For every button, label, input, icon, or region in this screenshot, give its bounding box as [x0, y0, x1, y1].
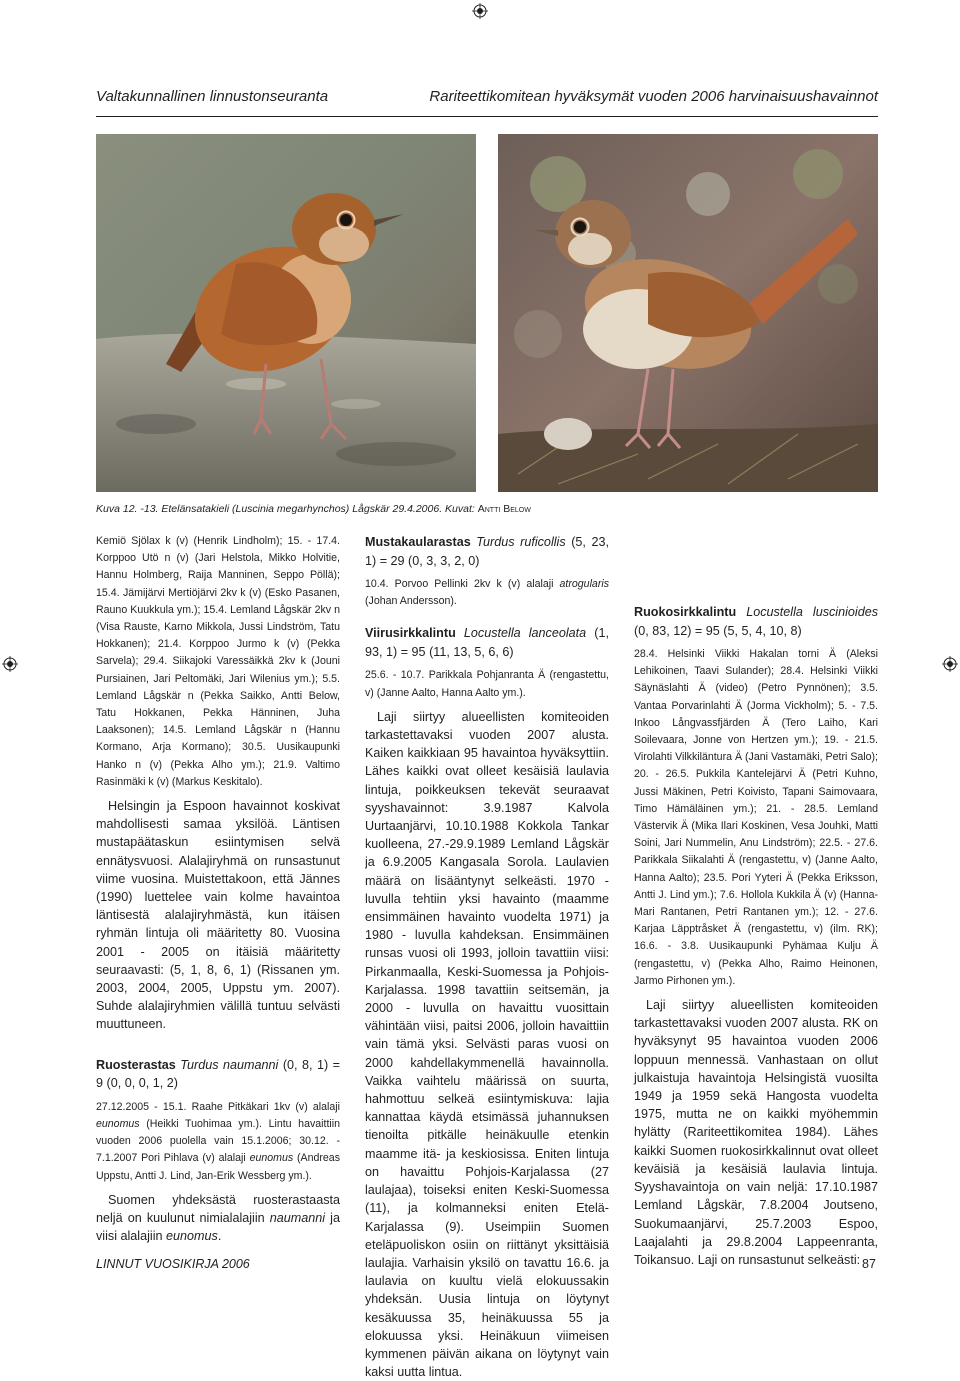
running-head — [96, 88, 878, 110]
observation-list: Kemiö Sjölax k (v) (Henrik Lindholm); 15. - 17.4. Korppoo Utö n (v) (Jari Helstola, Mikko Holvitie, Hannu Holmberg, Raija Manninen, Seppo Pöllä); 15.4. Jämijärvi Mertiöjärvi 2kv k (v) (Esko Pasanen, Rauno Kuukkula ym.); 15.4. Lemland Lågskär 2kv n (Visa Rauste, Karno Mikkola, Jussi Lindström, Tatu Hokkanen); 21.4. Korppoo Jurmo k (v) (Pekka Sarvela); 29.4. Siikajoki Varessäikkä 2kv k (Jouni Pursiainen, Jari Peltomäki, Jari Wilenius ym.); 5.5. Lemland Lågskär n (Pekka Saikko, Antti Below, Tatu Hokkanen, Pekka Hänninen, Juha Laaksonen); 14.5. Lemland Lågskär n (Hannu Kormano, Arja Kormano); 30.5. Uusikaupunki Hanko n (v) (Pekka Alho ym.); 21.9. Valtimo Rasinmäki k (v) (Markus Keskitalo). — [96, 535, 340, 788]
body-paragraph: Suomen yhdeksästä ruosterastaasta neljä on kuulunut nimialalajiin naumanni ja viisi alalajiin eunomus. — [96, 1192, 340, 1244]
observation-list: 25.6. - 10.7. Parikkala Pohjanranta Ä (rengastettu, v) (Janne Aalto, Hanna Aalto ym.). — [365, 669, 609, 699]
text-column-2 — [365, 533, 609, 1381]
crosshair-registration-mark-icon — [2, 656, 18, 672]
footer-publication: LINNUT VUOSIKIRJA 2006 — [96, 1257, 250, 1271]
header-rule — [96, 116, 878, 117]
species-counts: (1, 93, 1) = 95 (11, 13, 5, 6, 6) — [365, 626, 610, 659]
crosshair-registration-mark-icon — [472, 3, 488, 19]
species-heading — [365, 533, 609, 570]
photo-nightingale-right — [498, 134, 878, 492]
page-number: 87 — [862, 1257, 876, 1271]
species-latin: Turdus ruficollis — [476, 535, 566, 549]
caption-credit: Antti Below — [477, 503, 531, 515]
observation-list: 28.4. Helsinki Viikki Hakalan torni Ä (Aleksi Lehikoinen, Taavi Sulander); 28.4. Helsinki Viikki Säynäslahti Ä (video) (Petro Pynnönen); 3.5. Vantaa Porvarinlahti Ä (Jorma Vickholm); 5. - 7.5. Inkoo Långvassfjärden Ä (Tero Laiho, Kari Soilevaara, Jonne von Hertzen ym.); 19. - 21.5. Virolahti Vilkkiläntura Ä (Jani Vastamäki, Petri Salo); 20. - 26.5. Pukkila Kantelejärvi Ä (Petri Kuhno, Jussi Mäkinen, Petri Koivisto, Tapani Saimovaara, Timo Hämäläinen ym.); 21. - 28.5. Lemland Västervik Ä (Mika Ilari Koskinen, Vesa Jouhki, Matti Soini, Jari Nummelin, Anu Lindström); 22.5. - 27.6. Parikkala Siikalahti Ä (rengastettu, v) (Janne Aalto, Hanna Aalto); 23.5. Pori Yyteri Ä (Pekka Eriksson, Antti J. Lind ym.); 7.6. Hollola Kukkila Ä (v) (Hanna-Mari Rantanen, Petri Rantanen ym.); 12. - 27.6. Karjaa Läpptråsket Ä (rengastettu, v) (ilm. RK); 16.6. - 3.8. Uusikaupunki Pyhämaa Kulju Ä (rengastettu, v) (Pekka Alho, Raimo Heinonen, Jarmo Pirhonen ym.). — [634, 648, 878, 987]
species-counts: (0, 83, 12) = 95 (5, 5, 4, 10, 8) — [634, 623, 802, 638]
running-head-right: Rariteettikomitean hyväksymät vuoden 2006 harvinaisuushavainnot — [429, 88, 878, 105]
species-counts: (5, 23, 1) = 29 (0, 3, 3, 2, 0) — [365, 535, 610, 568]
species-latin: Locustella lanceolata — [463, 626, 587, 641]
species-heading — [365, 624, 609, 661]
crosshair-registration-mark-icon — [942, 656, 958, 672]
species-latin: Locustella luscinioides — [746, 605, 879, 619]
photo-nightingale-left — [96, 134, 476, 492]
figure-caption — [96, 503, 531, 515]
text-column-3 — [634, 533, 878, 1269]
species-name: Mustakaularastas — [365, 535, 477, 549]
species-counts: (0, 8, 1) = 9 (0, 0, 0, 1, 2) — [96, 1057, 341, 1091]
observation-list: 27.12.2005 - 15.1. Raahe Pitkäkari 1kv (v) alalaji eunomus (Heikki Tuohimaa ym.). Lintu havaittiin vuoden 2006 puolella vain 15.1.2006; 30.12. - 7.1.2007 Pori Pihlava (v) alalaji eunomus (Andreas Uppstu, Antti J. Lind, Jan-Erik Wessberg ym.). — [96, 1100, 340, 1182]
species-name: Ruokosirkkalintu — [634, 605, 747, 619]
species-name: Viirusirkkalintu — [365, 626, 464, 641]
body-paragraph: Laji siirtyy alueellisten komiteoiden tarkastettavaksi vuoden 2007 alusta. RK on hyväksynyt 95 havaintoa vuoden 2006 loppuun mennessä. Vanhastaan on ollut julkaistuja havaintoja Helsingistä vuosilta 1949 ja 1959 sekä Hangosta vuodelta 1975, mutta ne on kaikki myöhemmin hylätty (Rariteettikomitea 1984). Lähes kaikki Suomen ruokosirkkalinnut ovat olleet keväisiä ja kesäisiä laulavia lintuja. Syyshavaintoja on vain neljä: 17.10.1987 Lemland Lågskär, 7.8.2004 Joutseno, Suokumaanjärvi, 25.7.2003 Espoo, Laajalahti ja 29.8.2004 Lappeenranta, Toikansuo. Laji on runsastunut selkeästi: — [634, 998, 878, 1267]
body-paragraph: Helsingin ja Espoon havainnot koskivat mahdollisesti samaa yksilöä. Läntisen mustapäätaskun esiintymisen selvä ennätysvuosi. Alalajiryhmä on runsastunut viime vuosina. Muistettakoon, että Jännes (1990) luettelee vain kolme havaintoa läntisestä alalajiryhmästä, kun itäisen ryhmän lintuja oli määritetty 80. Vuosina 2001 - 2005 on itäisiä määritetty seuraavasti: (5, 1, 8, 6, 1) (Rissanen ym. 2003, 2004, 2005, Uppstu ym. 2007). Suhde alalajiryhmien välillä tuntuu selvästi muuttuneen. — [96, 799, 340, 1032]
running-head-left: Valtakunnallinen linnustonseuranta — [96, 88, 329, 105]
species-heading — [96, 1056, 340, 1093]
observation-list: 10.4. Porvoo Pellinki 2kv k (v) alalaji atrogularis (Johan Andersson). — [365, 578, 609, 608]
text-column-1 — [96, 533, 340, 1245]
species-latin: Turdus naumanni — [180, 1057, 279, 1072]
species-heading — [634, 603, 878, 640]
caption-text: Kuva 12. -13. Etelänsatakieli (Luscinia megarhynchos) Lågskär 29.4.2006. Kuvat: — [96, 503, 478, 515]
body-paragraph: Laji siirtyy alueellisten komiteoiden tarkastettavaksi vuoden 2007 alusta. Kaiken kaikkiaan 95 havaintoa hyväksyttiin. Lähes kaikki ovat olleet kesäisiä laulavia lintuja, poikkeuksen tekevät seuraavat syyshavainnot: 3.9.1987 Kalvola Uurtaanjärvi, 10.10.1988 Kokkola Tankar kuolleena, 27.-29.9.1989 Lemland Lågskär ja 6.9.2005 Kangasala Sorola. Laulavien määrä on lisääntynyt selkeästi. 1970 - luvulla tehtiin yksi havainto (maamme ensimmäinen havainto vuodelta 1971) ja 1980 - luvulla kahdeksan. Ensimmäinen runsas vuosi oli 1993, jolloin tavattiin viisi: Pirkanmaalla, Keski-Suomessa ja Pohjois-Karjalassa. 1998 tavattiin seitsemän, ja 2000 - luvulla on havaittu vuosittain vähintään viisi, paitsi 2006, jolloin havaittiin vain tämä yksi. Selvästi paras vuosi on 2000 kahdellakymmenellä havainnolla. Vaikka vaihtelu määrissä on suurta, hahmottuu selkeä esiintymiskuva: lajia kannattaa käydä etsimässä juhannuksen tienoilta pitkälle heinäkuulle etenkin maamme itä- ja keskiosissa. Eniten lintuja on havaittu Pohjois-Karjalassa (27 laulajaa), toiseksi eniten Keski-Suomessa (11), ja kolmanneksi eniten Etelä-Karjalassa (9). Useimpiin Suomen eteläpuoliskon osiin on riittänyt yksittäisiä laulajia. Varhaisin yksilö on tavattu 16.6. ja laulavia on kuultu vielä elokuussakin yhdeksän. Uusia lintuja on löytynyt kesäkuussa 35, heinäkuussa 55 ja elokuussa yksi. Heinäkuun viimeisen kymmenen päivän aikana on löytynyt vain kaksi uutta lintua. — [365, 709, 609, 1380]
species-name: Ruosterastas — [96, 1057, 181, 1072]
